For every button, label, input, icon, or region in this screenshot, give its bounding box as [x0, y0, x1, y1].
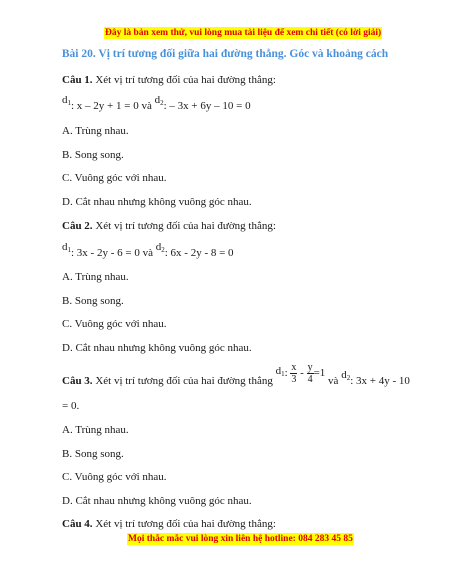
question-1-label: Câu 1. [62, 74, 93, 86]
question-2-option-d: D. Cắt nhau nhưng không vuông góc nhau. [62, 342, 252, 354]
line-d2-equation: : 6x - 2y - 8 = 0 [164, 247, 234, 259]
line-d2-symbol: $d_2$ [155, 241, 165, 254]
question-2-label: Câu 2. [62, 220, 93, 232]
question-4-label: Câu 4. [62, 518, 93, 530]
fraction-x-over-3: $\frac{x}{3}$ [291, 362, 297, 385]
line-d1-symbol: $d_1$ [62, 94, 71, 107]
question-1-option-a: A. Trùng nhau. [62, 125, 129, 137]
line-d1-equation: : x – 2y + 1 = 0 và [71, 100, 152, 112]
line-d1-symbol: $d_1$ [62, 241, 71, 254]
question-3-option-c: C. Vuông góc với nhau. [62, 471, 167, 483]
question-3-option-a: A. Trùng nhau. [62, 424, 129, 436]
line-d1-equation: : 3x - 2y - 6 = 0 và [71, 247, 153, 259]
line-d1-symbol: $d_1$ [275, 365, 285, 379]
question-3-prompt: Xét vị trí tương đối của hai đường thẳng [95, 375, 273, 388]
line-d2-equation: : – 3x + 6y – 10 = 0 [163, 100, 251, 112]
question-1-prompt: Xét vị trí tương đối của hai đường thẳng: [95, 74, 276, 86]
question-2-option-b: B. Song song. [62, 295, 124, 307]
question-2-equations [62, 241, 234, 263]
question-2 [62, 219, 276, 233]
question-2-prompt: Xét vị trí tương đối của hai đường thẳng: [95, 220, 276, 232]
minus-sign: - [300, 367, 304, 380]
line-d2-equation: : 3x + 4y - 10 [350, 375, 410, 388]
line-d1-colon: : [284, 367, 288, 380]
question-2-option-c: C. Vuông góc với nhau. [62, 318, 167, 330]
question-3-option-b: B. Song song. [62, 448, 124, 460]
question-1 [62, 73, 276, 87]
question-1-equations [62, 94, 251, 116]
question-1-option-d: D. Cắt nhau nhưng không vuông góc nhau. [62, 196, 252, 208]
preview-banner: Đây là bản xem thử, vui lòng mua tài liệu để xem chi tiết (có lời giải) [105, 28, 382, 38]
hotline-footer: Mọi thắc mắc vui lòng xin liên hệ hotline: 084 283 45 85 [128, 534, 353, 544]
fraction-y-over-4: $\frac{y}{4}$ [307, 362, 313, 385]
question-4-prompt: Xét vị trí tương đối của hai đường thẳng: [95, 518, 276, 530]
question-3 [62, 362, 410, 393]
lesson-title: Bài 20. Vị trí tương đối giữa hai đường thẳng. Góc và khoảng cách [61, 48, 389, 60]
question-2-option-a: A. Trùng nhau. [62, 271, 129, 283]
equals-one: =1 [313, 367, 326, 380]
question-1-option-c: C. Vuông góc với nhau. [62, 172, 167, 184]
question-3-option-d: D. Cắt nhau nhưng không vuông góc nhau. [62, 495, 252, 507]
question-3-equation-continued: = 0. [62, 400, 80, 412]
question-3-label: Câu 3. [62, 375, 93, 388]
line-d2-symbol: $d_2$ [341, 369, 351, 383]
question-1-option-b: B. Song song. [62, 149, 124, 161]
question-4 [62, 517, 276, 531]
line-d2-symbol: $d_2$ [154, 94, 164, 107]
and-word: và [328, 375, 339, 388]
